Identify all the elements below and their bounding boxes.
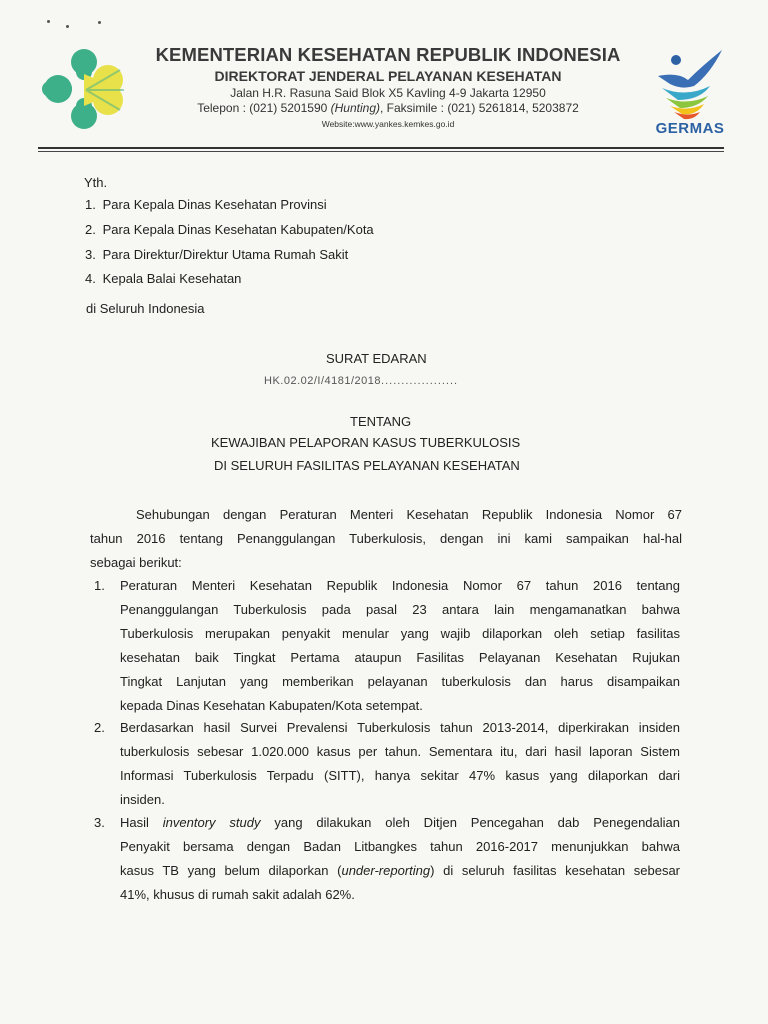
ministry-website: Website:www.yankes.kemkes.go.id bbox=[321, 119, 455, 129]
list-item-text bbox=[120, 574, 680, 718]
letter-about: TENTANG bbox=[350, 414, 412, 429]
germas-logo bbox=[648, 46, 732, 142]
text-run: ) di seluruh fasilitas kesehatan sebesar bbox=[430, 863, 680, 878]
intro-line: tahun 2016 tentang Penanggulangan Tuberkulosis, dengan ini kami sampaikan hal-hal bbox=[90, 531, 682, 546]
text-line: Penanggulangan Tuberkulosis pada pasal 23 antara lain mengamanatkan bahwa bbox=[120, 602, 680, 617]
germas-figure-icon bbox=[648, 46, 732, 120]
text-line bbox=[120, 859, 680, 883]
text-line: kesehatan baik Tingkat Pertama ataupun Fasilitas Pelayanan Kesehatan Rujukan bbox=[120, 650, 680, 665]
text-run: kasus TB yang belum dilaporkan ( bbox=[120, 863, 342, 878]
recipient-text: Kepala Balai Kesehatan bbox=[102, 271, 242, 286]
letter-number: HK.02.02/I/4181/2018................... bbox=[264, 375, 459, 387]
text-line: 41%, khusus di rumah sakit adalah 62%. bbox=[120, 887, 355, 902]
recipient-item bbox=[85, 222, 374, 237]
intro-line: Sehubungan dengan Peraturan Menteri Kesehatan Republik Indonesia Nomor 67 bbox=[136, 507, 682, 522]
text-line: Tingkat Lanjutan yang memberikan pelayanan tuberkulosis dan harus disampaikan bbox=[120, 674, 680, 689]
list-item-number: 1. bbox=[94, 578, 105, 593]
recipient-num: 4. bbox=[85, 271, 96, 286]
text-line: Penyakit bersama dengan Badan Litbangkes tahun 2016-2017 menunjukkan bahwa bbox=[120, 839, 680, 854]
scan-speck bbox=[47, 20, 50, 23]
recipient-num: 1. bbox=[85, 197, 96, 212]
text-run: Hasil bbox=[120, 815, 163, 830]
recipient-num: 3. bbox=[85, 247, 96, 262]
list-item-text bbox=[120, 716, 680, 812]
text-line: Berdasarkan hasil Survei Prevalensi Tuberkulosis tahun 2013-2014, diperkirakan insiden bbox=[120, 720, 680, 735]
letter-number-value: HK.02.02/I/4181/2018 bbox=[264, 375, 382, 387]
ministry-name: KEMENTERIAN KESEHATAN REPUBLIK INDONESIA bbox=[155, 44, 621, 65]
intro-paragraph bbox=[90, 503, 682, 575]
recipient-item bbox=[85, 271, 241, 286]
text-line: Peraturan Menteri Kesehatan Republik Indonesia Nomor 67 tahun 2016 tentang bbox=[120, 578, 680, 593]
text-emphasis: under-reporting bbox=[341, 863, 431, 878]
kemenkes-logo-icon bbox=[38, 44, 130, 134]
text-line: kepada Dinas Kesehatan Kabupaten/Kota setempat. bbox=[120, 698, 423, 713]
text-emphasis: inventory study bbox=[162, 815, 261, 830]
ministry-address: Jalan H.R. Rasuna Said Blok X5 Kavling 4-9 Jakarta 12950 bbox=[230, 86, 546, 100]
recipient-text: Para Kepala Dinas Kesehatan Provinsi bbox=[102, 197, 327, 212]
recipient-location: di Seluruh Indonesia bbox=[86, 301, 205, 316]
scan-speck bbox=[98, 21, 101, 24]
germas-label: GERMAS bbox=[655, 120, 725, 137]
subject-line-2: DI SELURUH FASILITAS PELAYANAN KESEHATAN bbox=[214, 458, 520, 473]
list-item-text bbox=[120, 811, 680, 907]
recipient-text: Para Kepala Dinas Kesehatan Kabupaten/Kota bbox=[102, 222, 374, 237]
phone-hunting: (Hunting) bbox=[330, 101, 380, 115]
recipient-text: Para Direktur/Direktur Utama Rumah Sakit bbox=[102, 247, 349, 262]
recipient-num: 2. bbox=[85, 222, 96, 237]
text-run: yang dilakukan oleh Ditjen Pencegahan dab Penegendalian bbox=[260, 815, 680, 830]
letterhead bbox=[138, 44, 638, 129]
ministry-phone bbox=[138, 101, 638, 115]
phone-prefix: Telepon : (021) 5201590 bbox=[197, 101, 331, 115]
list-item-number: 2. bbox=[94, 720, 105, 735]
recipient-item bbox=[85, 197, 327, 212]
text-line: insiden. bbox=[120, 792, 165, 807]
recipient-item bbox=[85, 247, 348, 262]
salutation: Yth. bbox=[84, 175, 108, 190]
subject-line-1: KEWAJIBAN PELAPORAN KASUS TUBERKULOSIS bbox=[211, 435, 521, 450]
text-line: Tuberkulosis merupakan penyakit menular yang wajib dilaporkan oleh setiap fasilitas bbox=[120, 626, 680, 641]
scan-speck bbox=[66, 25, 69, 28]
phone-fax: , Faksimile : (021) 5261814, 5203872 bbox=[380, 101, 579, 115]
letterhead-rule-thin bbox=[38, 151, 724, 152]
directorate-name: DIREKTORAT JENDERAL PELAYANAN KESEHATAN bbox=[214, 68, 562, 84]
letterhead-rule-thick bbox=[38, 147, 724, 149]
list-item-number: 3. bbox=[94, 815, 105, 830]
text-line bbox=[120, 811, 680, 835]
letter-type: SURAT EDARAN bbox=[326, 351, 427, 366]
intro-line: sebagai berikut: bbox=[90, 555, 182, 570]
text-line: tuberkulosis sebesar 1.020.000 kasus per tahun. Sementara itu, dari hasil laporan Sistem bbox=[120, 744, 680, 759]
text-line: Informasi Tuberkulosis Terpadu (SITT), hanya sekitar 47% kasus yang dilaporkan dari bbox=[120, 768, 680, 783]
